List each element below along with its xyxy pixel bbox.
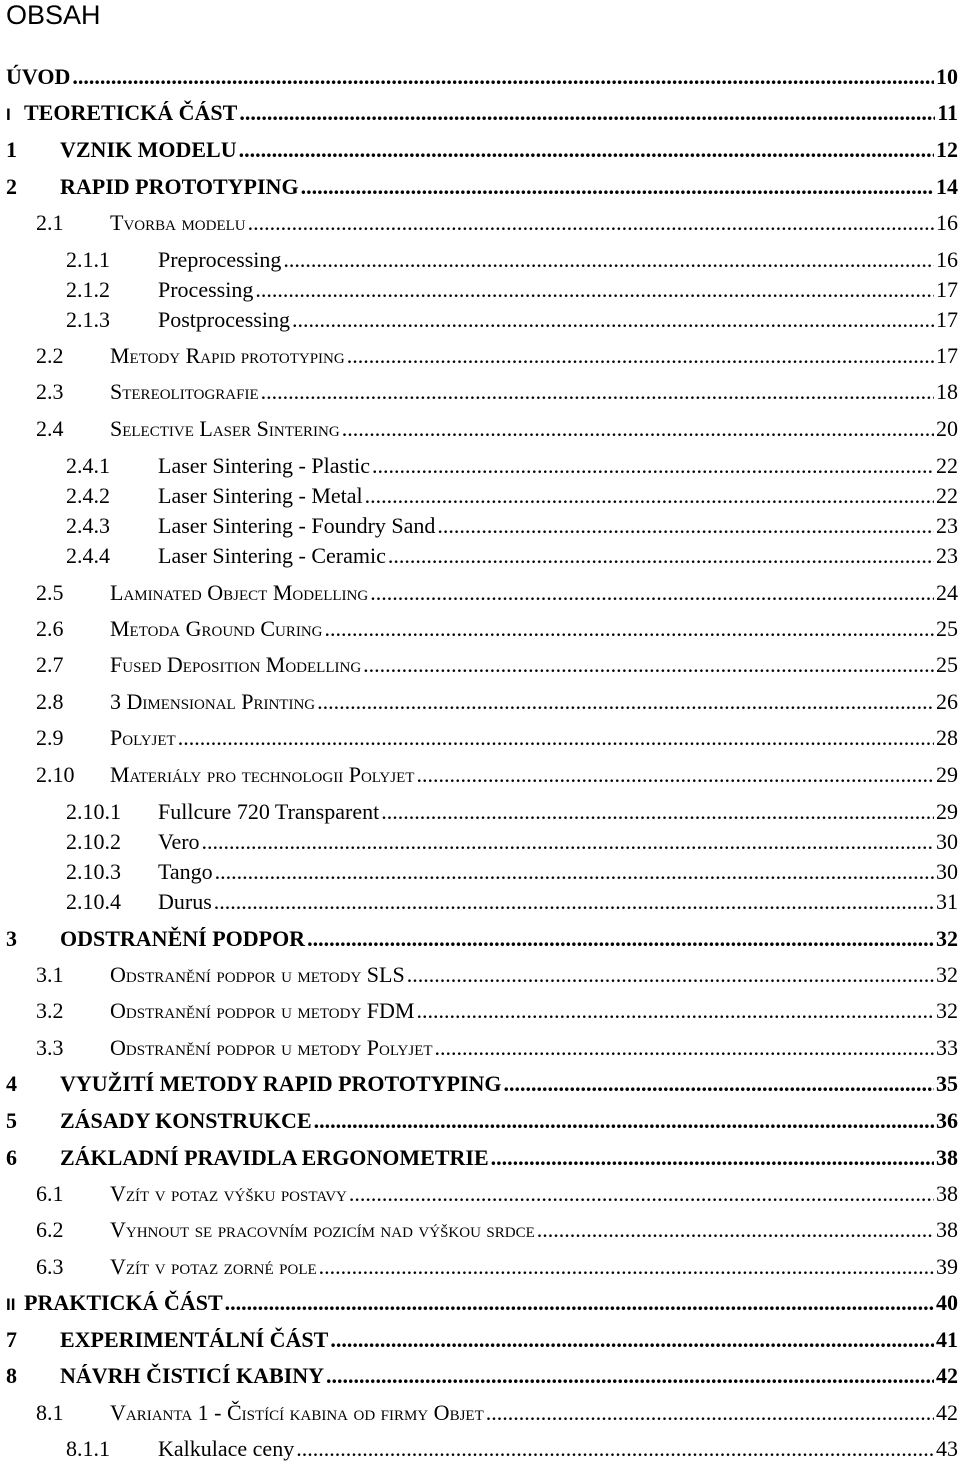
toc-entry-title: Durus <box>158 889 212 914</box>
toc-entry-title: Odstranění podpor u metody FDM <box>110 998 415 1023</box>
toc-entry-page: 23 <box>936 543 958 568</box>
toc-leader <box>503 1071 934 1097</box>
toc-leader <box>225 1290 934 1316</box>
toc-entry[interactable] <box>0 379 958 405</box>
toc-leader <box>330 1327 934 1353</box>
toc-entry[interactable] <box>0 1400 958 1426</box>
toc-leader <box>301 174 934 200</box>
toc-entry-number: 2.3 <box>36 379 64 404</box>
toc-entry[interactable] <box>0 1108 958 1134</box>
toc-leader <box>326 1363 934 1389</box>
toc-entry-page: 16 <box>936 247 958 272</box>
toc-entry-number: 3.1 <box>36 962 64 987</box>
toc-entry-page: 11 <box>937 100 958 125</box>
toc-entry[interactable] <box>0 210 958 236</box>
toc-entry-title: Vyhnout se pracovním pozicím nad výškou srdce <box>110 1217 535 1242</box>
toc-leader <box>178 725 934 751</box>
toc-leader <box>261 379 934 405</box>
toc-entry-number: I <box>6 105 11 124</box>
toc-entry[interactable] <box>0 453 958 479</box>
toc-leader <box>537 1217 934 1243</box>
toc-leader <box>416 762 934 788</box>
toc-entry-title: Metody Rapid prototyping <box>110 343 345 368</box>
toc-entry-number: 2.4.2 <box>66 483 110 508</box>
toc-leader <box>239 137 934 163</box>
toc-entry[interactable] <box>0 416 958 442</box>
toc-entry-title: Fused Deposition Modelling <box>110 652 362 677</box>
toc-entry[interactable] <box>0 1181 958 1207</box>
toc-entry-title: Fullcure 720 Transparent <box>158 799 380 824</box>
toc-entry-title: Varianta 1 - Čistící kabina od firmy Objet <box>110 1400 484 1425</box>
toc-entry[interactable] <box>0 513 958 539</box>
toc-entry-title: Vero <box>158 829 200 854</box>
toc-entry-title: Laser Sintering - Ceramic <box>158 543 386 568</box>
toc-leader <box>437 513 934 539</box>
toc-entry-number: 8.1.1 <box>66 1436 110 1461</box>
toc-entry[interactable] <box>0 689 958 715</box>
toc-entry-title: Postprocessing <box>158 307 290 332</box>
toc-entry-number: 3.2 <box>36 998 64 1023</box>
toc-entry-page: 17 <box>936 307 958 332</box>
toc-entry[interactable] <box>0 100 958 128</box>
toc-entry-page: 38 <box>936 1145 958 1170</box>
toc-entry[interactable] <box>0 1145 958 1171</box>
toc-leader <box>255 277 934 303</box>
toc-entry-page: 36 <box>936 1108 958 1133</box>
toc-entry[interactable] <box>0 1290 958 1318</box>
toc-entry[interactable] <box>0 1035 958 1061</box>
toc-entry-page: 16 <box>936 210 958 235</box>
toc-entry-page: 43 <box>936 1436 958 1461</box>
toc-entry[interactable] <box>0 1436 958 1462</box>
toc-entry[interactable] <box>0 926 958 952</box>
toc-leader <box>317 689 934 715</box>
toc-entry-page: 23 <box>936 513 958 538</box>
toc-entry-number: 4 <box>6 1071 17 1096</box>
toc-entry-page: 38 <box>936 1217 958 1242</box>
toc-leader <box>202 829 934 855</box>
toc-entry[interactable] <box>0 247 958 273</box>
toc-entry[interactable] <box>0 962 958 988</box>
toc-entry-title: PRAKTICKÁ ČÁST <box>24 1290 223 1315</box>
toc-entry-number: 2.1 <box>36 210 64 235</box>
toc-leader <box>292 307 934 333</box>
toc-entry-page: 32 <box>936 962 958 987</box>
toc-entry-title: 3 Dimensional Printing <box>110 689 316 714</box>
toc-entry[interactable] <box>0 725 958 751</box>
toc-entry-title: Tango <box>158 859 213 884</box>
toc-entry[interactable] <box>0 616 958 642</box>
toc-entry-number: 2.1.1 <box>66 247 110 272</box>
toc-entry-title: Laser Sintering - Foundry Sand <box>158 513 436 538</box>
toc-entry-number: 2.7 <box>36 652 64 677</box>
toc-leader <box>239 100 935 126</box>
toc-entry-number: II <box>6 1295 16 1314</box>
toc-entry[interactable] <box>0 762 958 788</box>
toc-entry-number: 5 <box>6 1108 17 1133</box>
toc-entry[interactable] <box>0 799 958 825</box>
toc-entry-number: 2.1.2 <box>66 277 110 302</box>
toc-entry-page: 14 <box>936 174 958 199</box>
toc-entry-title: Laminated Object Modelling <box>110 580 369 605</box>
toc-entry-page: 22 <box>936 483 958 508</box>
toc-entry-page: 42 <box>936 1363 958 1388</box>
toc-leader <box>435 1035 934 1061</box>
toc-leader <box>314 1108 934 1134</box>
toc-entry-number: 2.8 <box>36 689 64 714</box>
toc-entry-number: 2.5 <box>36 580 64 605</box>
toc-entry-page: 31 <box>936 889 958 914</box>
toc-entry-page: 40 <box>936 1290 958 1315</box>
toc-entry-page: 30 <box>936 829 958 854</box>
toc-entry-number: 6 <box>6 1145 17 1170</box>
toc-entry-page: 28 <box>936 725 958 750</box>
toc-entry-number: 3 <box>6 926 17 951</box>
toc-entry-number: 2.1.3 <box>66 307 110 332</box>
toc-entry[interactable] <box>0 859 958 885</box>
toc-entry-title: Materiály pro technologii Polyjet <box>110 762 415 787</box>
toc-entry[interactable] <box>0 998 958 1024</box>
toc-entry-page: 38 <box>936 1181 958 1206</box>
toc-entry[interactable] <box>0 1327 958 1353</box>
toc-leader <box>349 1181 934 1207</box>
toc-entry-title: ZÁSADY KONSTRUKCE <box>60 1108 312 1133</box>
toc-entry-title: Vzít v potaz zorné pole <box>110 1254 317 1279</box>
toc-entry-title: Preprocessing <box>158 247 282 272</box>
toc-entry[interactable] <box>0 277 958 303</box>
toc-entry-page: 41 <box>936 1327 958 1352</box>
toc-leader <box>347 343 934 369</box>
toc-entry-title: VYUŽITÍ METODY RAPID PROTOTYPING <box>60 1071 502 1096</box>
toc-entry-title: EXPERIMENTÁLNÍ ČÁST <box>60 1327 329 1352</box>
toc-entry-number: 2.2 <box>36 343 64 368</box>
toc-entry-title: Laser Sintering - Metal <box>158 483 363 508</box>
toc-entry-page: 22 <box>936 453 958 478</box>
toc-entry-number: 6.1 <box>36 1181 64 1206</box>
toc-leader <box>248 210 934 236</box>
toc-entry-page: 39 <box>936 1254 958 1279</box>
toc-entry-page: 32 <box>936 998 958 1023</box>
toc-entry[interactable] <box>0 137 958 163</box>
toc-entry-title: Kalkulace ceny <box>158 1436 295 1461</box>
toc-entry-page: 25 <box>936 652 958 677</box>
toc-leader <box>486 1400 934 1426</box>
toc-entry[interactable] <box>0 64 958 90</box>
toc-entry-number: 2.10.3 <box>66 859 121 884</box>
toc-entry-title: Odstranění podpor u metody Polyjet <box>110 1035 433 1060</box>
toc-entry-page: 25 <box>936 616 958 641</box>
toc-leader <box>381 799 934 825</box>
toc-leader <box>370 580 934 606</box>
toc-leader <box>491 1145 934 1171</box>
toc-entry-title: ODSTRANĚNÍ PODPOR <box>60 926 306 951</box>
toc-entry-page: 12 <box>936 137 958 162</box>
toc-entry[interactable] <box>0 1363 958 1389</box>
toc-entry-number: 2.9 <box>36 725 64 750</box>
toc-leader <box>215 859 934 885</box>
toc-entry-number: 2.4.3 <box>66 513 110 538</box>
toc-leader <box>363 652 934 678</box>
toc-leader <box>416 998 934 1024</box>
toc-entry[interactable] <box>0 829 958 855</box>
toc-entry[interactable] <box>0 543 958 569</box>
toc-entry-number: 2.10.4 <box>66 889 121 914</box>
toc-entry-title: Laser Sintering - Plastic <box>158 453 371 478</box>
toc-entry-title: ZÁKLADNÍ PRAVIDLA ERGONOMETRIE <box>60 1145 489 1170</box>
toc-entry-page: 18 <box>936 379 958 404</box>
toc-entry-title: Processing <box>158 277 254 302</box>
toc-entry-page: 32 <box>936 926 958 951</box>
toc-entry-page: 35 <box>936 1071 958 1096</box>
toc-entry-title: RAPID PROTOTYPING <box>60 174 299 199</box>
toc-entry[interactable] <box>0 1217 958 1243</box>
toc-entry-title: NÁVRH ČISTICÍ KABINY <box>60 1363 325 1388</box>
toc-entry-number: 2.4 <box>36 416 64 441</box>
toc-leader <box>296 1436 934 1462</box>
toc-entry-page: 17 <box>936 277 958 302</box>
toc-entry-page: 26 <box>936 689 958 714</box>
toc-entry-number: 2.6 <box>36 616 64 641</box>
toc-entry[interactable] <box>0 1254 958 1280</box>
toc-entry-number: 6.3 <box>36 1254 64 1279</box>
toc-entry-number: 2 <box>6 174 17 199</box>
toc-entry[interactable] <box>0 483 958 509</box>
toc-entry-number: 8 <box>6 1363 17 1388</box>
toc-entry-title: Tvorba modelu <box>110 210 246 235</box>
toc-entry-number: 2.10.1 <box>66 799 121 824</box>
toc-leader <box>319 1254 934 1280</box>
toc-leader <box>407 962 934 988</box>
toc-entry-number: 2.10.2 <box>66 829 121 854</box>
toc-entry-title: Stereolitografie <box>110 379 259 404</box>
toc-leader <box>307 926 934 952</box>
toc-entry-title: Metoda Ground Curing <box>110 616 323 641</box>
toc-entry-title: Selective Laser Sintering <box>110 416 340 441</box>
toc-entry-number: 2.4.1 <box>66 453 110 478</box>
toc-entry[interactable] <box>0 343 958 369</box>
toc-leader <box>72 64 934 90</box>
toc-entry-page: 29 <box>936 762 958 787</box>
toc-entry[interactable] <box>0 652 958 678</box>
toc-entry-number: 1 <box>6 137 17 162</box>
toc-entry-title: Polyjet <box>110 725 176 750</box>
toc-entry-title: VZNIK MODELU <box>60 137 237 162</box>
toc-entry-number: 8.1 <box>36 1400 64 1425</box>
toc-entry-number: 2.10 <box>36 762 75 787</box>
toc-entry-number: 6.2 <box>36 1217 64 1242</box>
toc-leader <box>325 616 934 642</box>
toc-entry-page: 20 <box>936 416 958 441</box>
toc-entry[interactable] <box>0 1071 958 1097</box>
toc-entry-page: 33 <box>936 1035 958 1060</box>
toc-entry-title: Odstranění podpor u metody SLS <box>110 962 405 987</box>
toc-entry-number: 3.3 <box>36 1035 64 1060</box>
toc-entry-number: 7 <box>6 1327 17 1352</box>
toc-entry-title: Vzít v potaz výšku postavy <box>110 1181 347 1206</box>
toc-leader <box>365 483 934 509</box>
toc-entry-page: 29 <box>936 799 958 824</box>
toc-leader <box>283 247 934 273</box>
page-title: OBSAH <box>6 0 101 30</box>
toc-entry[interactable] <box>0 580 958 606</box>
toc-leader <box>372 453 934 479</box>
toc-entry-title: TEORETICKÁ ČÁST <box>24 100 238 125</box>
toc-entry-page: 42 <box>936 1400 958 1425</box>
toc-entry-page: 30 <box>936 859 958 884</box>
toc-leader <box>388 543 934 569</box>
toc-leader <box>342 416 934 442</box>
toc-entry[interactable] <box>0 174 958 200</box>
toc-entry[interactable] <box>0 307 958 333</box>
toc-leader <box>214 889 934 915</box>
toc-entry-page: 10 <box>936 64 958 89</box>
toc-entry-page: 17 <box>936 343 958 368</box>
toc-entry-number: 2.4.4 <box>66 543 110 568</box>
toc-entry-page: 24 <box>936 580 958 605</box>
toc-entry-title: ÚVOD <box>6 64 71 89</box>
toc-entry[interactable] <box>0 889 958 915</box>
